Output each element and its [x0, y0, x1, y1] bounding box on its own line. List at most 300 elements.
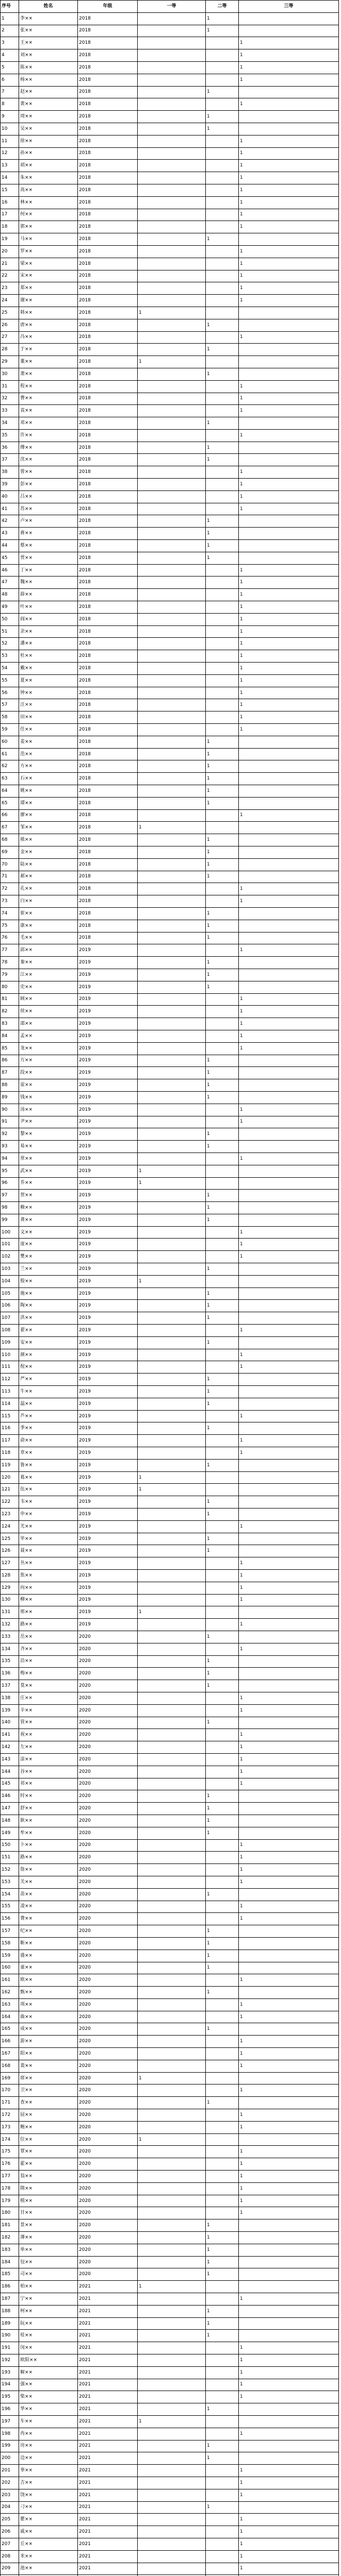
- cell-name: 贺××: [19, 1190, 78, 1202]
- cell-second-prize: [206, 393, 239, 405]
- cell-second-prize: [206, 650, 239, 663]
- cell-name: 赖××: [19, 1202, 78, 1214]
- cell-first-prize: [138, 1300, 206, 1312]
- cell-grade: 2018: [78, 663, 138, 675]
- cell-grade: 2019: [78, 1079, 138, 1092]
- cell-name: 姚××: [19, 785, 78, 798]
- cell-third-prize: 1: [239, 1852, 339, 1864]
- cell-grade: 2020: [78, 2232, 138, 2244]
- cell-name: 桂××: [19, 2330, 78, 2342]
- cell-name: 游××: [19, 2036, 78, 2048]
- cell-grade: 2018: [78, 331, 138, 344]
- cell-first-prize: [138, 1153, 206, 1165]
- cell-grade: 2018: [78, 638, 138, 650]
- cell-third-prize: 1: [239, 196, 339, 209]
- cell-first-prize: [138, 184, 206, 196]
- cell-grade: 2018: [78, 613, 138, 625]
- cell-name: 靳××: [19, 1937, 78, 1950]
- table-row: [1, 331, 339, 344]
- cell-grade: 2020: [78, 1901, 138, 1913]
- table-row: [1, 1275, 339, 1287]
- cell-index: 49: [1, 601, 19, 614]
- cell-second-prize: [206, 1251, 239, 1263]
- cell-index: 118: [1, 1447, 19, 1460]
- cell-first-prize: [138, 2550, 206, 2563]
- cell-name: 彭××: [19, 479, 78, 491]
- table-row: [1, 1190, 339, 1202]
- cell-name: 岳××: [19, 1631, 78, 1643]
- cell-name: 戴××: [19, 663, 78, 675]
- cell-second-prize: [206, 490, 239, 503]
- cell-first-prize: [138, 1766, 206, 1778]
- cell-first-prize: [138, 2514, 206, 2526]
- cell-first-prize: [138, 687, 206, 699]
- table-row: [1, 2342, 339, 2354]
- header-first-prize: 一等: [138, 1, 206, 13]
- cell-grade: 2018: [78, 12, 138, 25]
- cell-name: 范××: [19, 748, 78, 760]
- cell-name: 牟××: [19, 1827, 78, 1839]
- cell-grade: 2019: [78, 1128, 138, 1141]
- cell-name: 杜××: [19, 650, 78, 663]
- cell-name: 申××: [19, 1509, 78, 1521]
- cell-index: 142: [1, 1741, 19, 1754]
- cell-grade: 2019: [78, 1263, 138, 1276]
- cell-second-prize: 1: [206, 1545, 239, 1557]
- table-row: [1, 2084, 339, 2097]
- table-row: [1, 282, 339, 295]
- cell-grade: 2019: [78, 1374, 138, 1386]
- cell-name: 戚××: [19, 2526, 78, 2538]
- cell-second-prize: [206, 674, 239, 687]
- cell-index: 70: [1, 858, 19, 871]
- cell-third-prize: 1: [239, 663, 339, 675]
- cell-index: 101: [1, 1239, 19, 1251]
- cell-name: 史××: [19, 981, 78, 993]
- cell-first-prize: 1: [138, 356, 206, 368]
- cell-first-prize: [138, 1018, 206, 1030]
- cell-third-prize: [239, 920, 339, 932]
- cell-first-prize: [138, 2268, 206, 2281]
- cell-index: 165: [1, 2023, 19, 2036]
- cell-grade: 2020: [78, 2244, 138, 2256]
- cell-grade: 2019: [78, 1275, 138, 1287]
- cell-index: 158: [1, 1937, 19, 1950]
- cell-second-prize: 1: [206, 1925, 239, 1938]
- cell-first-prize: [138, 1839, 206, 1852]
- cell-index: 206: [1, 2526, 19, 2538]
- table-row: [1, 1484, 339, 1496]
- cell-third-prize: 1: [239, 2109, 339, 2122]
- cell-third-prize: [239, 1165, 339, 1177]
- cell-third-prize: [239, 1545, 339, 1557]
- cell-first-prize: [138, 147, 206, 160]
- cell-third-prize: [239, 1987, 339, 1999]
- cell-third-prize: 1: [239, 601, 339, 614]
- cell-second-prize: [206, 1766, 239, 1778]
- cell-index: 202: [1, 2477, 19, 2489]
- cell-third-prize: 1: [239, 1643, 339, 1655]
- cell-first-prize: [138, 490, 206, 503]
- cell-third-prize: [239, 2072, 339, 2084]
- cell-name: 唐××: [19, 319, 78, 331]
- cell-second-prize: 1: [206, 1496, 239, 1509]
- cell-grade: 2020: [78, 1876, 138, 1888]
- cell-third-prize: [239, 760, 339, 773]
- cell-first-prize: [138, 2342, 206, 2354]
- cell-first-prize: [138, 2379, 206, 2391]
- cell-second-prize: 1: [206, 1263, 239, 1276]
- cell-second-prize: [206, 1226, 239, 1239]
- table-row: [1, 503, 339, 515]
- cell-second-prize: 1: [206, 1509, 239, 1521]
- cell-third-prize: [239, 552, 339, 564]
- table-row: [1, 1668, 339, 1680]
- cell-second-prize: 1: [206, 344, 239, 356]
- cell-first-prize: [138, 1239, 206, 1251]
- cell-index: 148: [1, 1815, 19, 1827]
- cell-first-prize: 1: [138, 822, 206, 834]
- cell-name: 阳××: [19, 2048, 78, 2060]
- cell-name: 洪××: [19, 1312, 78, 1325]
- cell-first-prize: [138, 2305, 206, 2317]
- table-row: [1, 1570, 339, 1582]
- cell-grade: 2018: [78, 785, 138, 798]
- cell-index: 133: [1, 1631, 19, 1643]
- cell-index: 127: [1, 1557, 19, 1570]
- cell-name: 胡××: [19, 160, 78, 172]
- cell-name: 秦××: [19, 957, 78, 969]
- cell-third-prize: 1: [239, 1741, 339, 1754]
- cell-first-prize: [138, 528, 206, 540]
- cell-first-prize: [138, 1263, 206, 1276]
- cell-grade: 2020: [78, 1729, 138, 1741]
- table-row: [1, 344, 339, 356]
- cell-second-prize: [206, 2415, 239, 2428]
- cell-first-prize: [138, 2048, 206, 2060]
- cell-index: 105: [1, 1287, 19, 1300]
- cell-second-prize: 1: [206, 25, 239, 37]
- table-row: [1, 1619, 339, 1631]
- cell-index: 120: [1, 1471, 19, 1484]
- cell-first-prize: [138, 1704, 206, 1717]
- cell-index: 147: [1, 1803, 19, 1815]
- cell-grade: 2018: [78, 748, 138, 760]
- cell-third-prize: 1: [239, 2293, 339, 2306]
- cell-third-prize: [239, 1925, 339, 1938]
- table-body: [1, 12, 339, 2576]
- cell-name: 谷××: [19, 1766, 78, 1778]
- cell-name: 覃××: [19, 2146, 78, 2158]
- table-row: [1, 2060, 339, 2072]
- cell-index: 171: [1, 2097, 19, 2109]
- cell-grade: 2018: [78, 564, 138, 577]
- cell-name: 傅××: [19, 442, 78, 454]
- cell-index: 87: [1, 1067, 19, 1079]
- cell-index: 134: [1, 1643, 19, 1655]
- cell-third-prize: 1: [239, 1778, 339, 1790]
- cell-second-prize: 1: [206, 1422, 239, 1435]
- cell-second-prize: 1: [206, 846, 239, 858]
- cell-index: 6: [1, 74, 19, 86]
- cell-name: 邢××: [19, 1606, 78, 1619]
- cell-second-prize: 1: [206, 1987, 239, 1999]
- cell-grade: 2018: [78, 25, 138, 37]
- cell-third-prize: 1: [239, 270, 339, 282]
- cell-third-prize: [239, 1374, 339, 1386]
- cell-first-prize: [138, 1141, 206, 1153]
- cell-third-prize: [239, 1827, 339, 1839]
- cell-index: 108: [1, 1325, 19, 1337]
- table-row: [1, 1582, 339, 1594]
- cell-third-prize: 1: [239, 2366, 339, 2379]
- cell-index: 37: [1, 454, 19, 466]
- cell-index: 131: [1, 1606, 19, 1619]
- cell-name: 瞿××: [19, 2514, 78, 2526]
- cell-second-prize: 1: [206, 1962, 239, 1974]
- cell-third-prize: [239, 1214, 339, 1226]
- table-row: [1, 1336, 339, 1349]
- cell-name: 兰××: [19, 1263, 78, 1276]
- cell-third-prize: 1: [239, 74, 339, 86]
- table-row: [1, 1998, 339, 2011]
- cell-index: 50: [1, 613, 19, 625]
- cell-first-prize: [138, 2060, 206, 2072]
- cell-grade: 2020: [78, 1778, 138, 1790]
- cell-name: 苏××: [19, 503, 78, 515]
- table-row: [1, 687, 339, 699]
- table-row: [1, 1753, 339, 1766]
- cell-index: 90: [1, 1104, 19, 1116]
- cell-second-prize: [206, 1704, 239, 1717]
- cell-name: 顾××: [19, 993, 78, 1006]
- cell-grade: 2018: [78, 356, 138, 368]
- cell-second-prize: 1: [206, 552, 239, 564]
- cell-second-prize: [206, 2526, 239, 2538]
- cell-name: 丘××: [19, 2538, 78, 2550]
- cell-third-prize: 1: [239, 2489, 339, 2501]
- table-row: [1, 1226, 339, 1239]
- cell-first-prize: [138, 2244, 206, 2256]
- cell-grade: 2018: [78, 282, 138, 295]
- cell-name: 徐××: [19, 135, 78, 147]
- cell-first-prize: [138, 760, 206, 773]
- cell-index: 77: [1, 944, 19, 957]
- table-row: [1, 957, 339, 969]
- cell-third-prize: [239, 417, 339, 430]
- cell-first-prize: [138, 196, 206, 209]
- cell-first-prize: [138, 37, 206, 49]
- cell-grade: 2019: [78, 1226, 138, 1239]
- cell-second-prize: 1: [206, 123, 239, 135]
- cell-index: 28: [1, 344, 19, 356]
- cell-first-prize: [138, 429, 206, 442]
- cell-name: 侯××: [19, 1006, 78, 1018]
- cell-index: 86: [1, 1055, 19, 1067]
- cell-second-prize: [206, 1753, 239, 1766]
- cell-index: 156: [1, 1913, 19, 1925]
- table-row: [1, 846, 339, 858]
- cell-grade: 2019: [78, 1312, 138, 1325]
- cell-first-prize: [138, 258, 206, 270]
- cell-third-prize: 1: [239, 2514, 339, 2526]
- cell-grade: 2021: [78, 2489, 138, 2501]
- cell-first-prize: [138, 663, 206, 675]
- table-row: [1, 1852, 339, 1864]
- cell-second-prize: 1: [206, 1398, 239, 1410]
- table-row: [1, 2514, 339, 2526]
- cell-index: 144: [1, 1766, 19, 1778]
- cell-third-prize: [239, 969, 339, 981]
- cell-grade: 2019: [78, 1190, 138, 1202]
- cell-grade: 2020: [78, 1888, 138, 1901]
- cell-index: 145: [1, 1778, 19, 1790]
- table-row: [1, 2501, 339, 2514]
- cell-name: 童××: [19, 1962, 78, 1974]
- table-row: [1, 1876, 339, 1888]
- cell-name: 池××: [19, 2563, 78, 2575]
- cell-second-prize: [206, 1901, 239, 1913]
- table-row: [1, 2023, 339, 2036]
- cell-grade: 2018: [78, 907, 138, 920]
- table-row: [1, 724, 339, 736]
- cell-name: 石××: [19, 773, 78, 785]
- cell-grade: 2019: [78, 1471, 138, 1484]
- cell-index: 113: [1, 1386, 19, 1398]
- cell-index: 160: [1, 1962, 19, 1974]
- cell-second-prize: 1: [206, 1374, 239, 1386]
- cell-grade: 2021: [78, 2281, 138, 2293]
- cell-grade: 2018: [78, 61, 138, 74]
- cell-third-prize: [239, 1717, 339, 1729]
- cell-grade: 2018: [78, 454, 138, 466]
- cell-index: 137: [1, 1680, 19, 1692]
- cell-grade: 2021: [78, 2415, 138, 2428]
- cell-index: 150: [1, 1839, 19, 1852]
- cell-grade: 2021: [78, 2440, 138, 2452]
- table-row: [1, 1925, 339, 1938]
- cell-second-prize: 1: [206, 1128, 239, 1141]
- cell-grade: 2018: [78, 503, 138, 515]
- cell-first-prize: [138, 1398, 206, 1410]
- cell-grade: 2020: [78, 1668, 138, 1680]
- cell-first-prize: [138, 454, 206, 466]
- cell-grade: 2018: [78, 883, 138, 895]
- cell-name: 魏××: [19, 577, 78, 589]
- cell-second-prize: [206, 2109, 239, 2122]
- cell-first-prize: [138, 479, 206, 491]
- cell-name: 韦××: [19, 1496, 78, 1509]
- cell-grade: 2021: [78, 2452, 138, 2465]
- cell-first-prize: [138, 2366, 206, 2379]
- cell-index: 19: [1, 233, 19, 246]
- cell-grade: 2020: [78, 1925, 138, 1938]
- cell-second-prize: [206, 1864, 239, 1876]
- cell-second-prize: 1: [206, 736, 239, 748]
- table-row: [1, 809, 339, 822]
- table-row: [1, 442, 339, 454]
- cell-name: 鲍××: [19, 2121, 78, 2133]
- cell-first-prize: [138, 98, 206, 111]
- cell-third-prize: 1: [239, 258, 339, 270]
- cell-grade: 2019: [78, 1300, 138, 1312]
- cell-name: 黄××: [19, 98, 78, 111]
- table-row: [1, 1165, 339, 1177]
- table-row: [1, 711, 339, 724]
- cell-first-prize: [138, 61, 206, 74]
- header-second-prize: 二等: [206, 1, 239, 13]
- cell-first-prize: [138, 638, 206, 650]
- cell-grade: 2020: [78, 2036, 138, 2048]
- cell-grade: 2020: [78, 2023, 138, 2036]
- cell-first-prize: [138, 2109, 206, 2122]
- cell-grade: 2018: [78, 736, 138, 748]
- cell-second-prize: [206, 1520, 239, 1533]
- cell-second-prize: [206, 1913, 239, 1925]
- cell-index: 33: [1, 405, 19, 417]
- cell-third-prize: 1: [239, 2379, 339, 2391]
- cell-second-prize: [206, 1275, 239, 1287]
- cell-name: 夏××: [19, 674, 78, 687]
- table-row: [1, 1091, 339, 1104]
- table-row: [1, 417, 339, 430]
- cell-second-prize: 1: [206, 1312, 239, 1325]
- cell-grade: 2019: [78, 944, 138, 957]
- cell-first-prize: [138, 981, 206, 993]
- cell-first-prize: [138, 2084, 206, 2097]
- cell-second-prize: [206, 699, 239, 711]
- cell-grade: 2020: [78, 2207, 138, 2219]
- cell-third-prize: 1: [239, 2048, 339, 2060]
- cell-grade: 2020: [78, 2048, 138, 2060]
- cell-grade: 2018: [78, 846, 138, 858]
- cell-grade: 2019: [78, 1251, 138, 1263]
- cell-third-prize: [239, 748, 339, 760]
- cell-second-prize: [206, 37, 239, 49]
- cell-first-prize: [138, 331, 206, 344]
- cell-third-prize: [239, 957, 339, 969]
- cell-first-prize: [138, 589, 206, 601]
- cell-third-prize: [239, 1484, 339, 1496]
- cell-name: 程××: [19, 380, 78, 393]
- cell-name: 马××: [19, 233, 78, 246]
- cell-name: 司××: [19, 2268, 78, 2281]
- table-row: [1, 49, 339, 62]
- cell-second-prize: [206, 1643, 239, 1655]
- cell-third-prize: [239, 2244, 339, 2256]
- cell-index: 185: [1, 2268, 19, 2281]
- cell-third-prize: 1: [239, 2084, 339, 2097]
- cell-second-prize: 1: [206, 1202, 239, 1214]
- table-row: [1, 2391, 339, 2403]
- cell-third-prize: [239, 834, 339, 846]
- cell-first-prize: [138, 295, 206, 307]
- cell-name: 隋××: [19, 2182, 78, 2195]
- cell-second-prize: [206, 2391, 239, 2403]
- cell-first-prize: [138, 1753, 206, 1766]
- cell-name: 严××: [19, 1374, 78, 1386]
- cell-index: 138: [1, 1692, 19, 1704]
- cell-second-prize: 1: [206, 834, 239, 846]
- table-row: [1, 1202, 339, 1214]
- cell-name: 张××: [19, 25, 78, 37]
- cell-name: 位××: [19, 2133, 78, 2146]
- cell-first-prize: [138, 2195, 206, 2207]
- cell-first-prize: [138, 1079, 206, 1092]
- cell-second-prize: 1: [206, 1803, 239, 1815]
- cell-name: 常××: [19, 1153, 78, 1165]
- cell-index: 3: [1, 37, 19, 49]
